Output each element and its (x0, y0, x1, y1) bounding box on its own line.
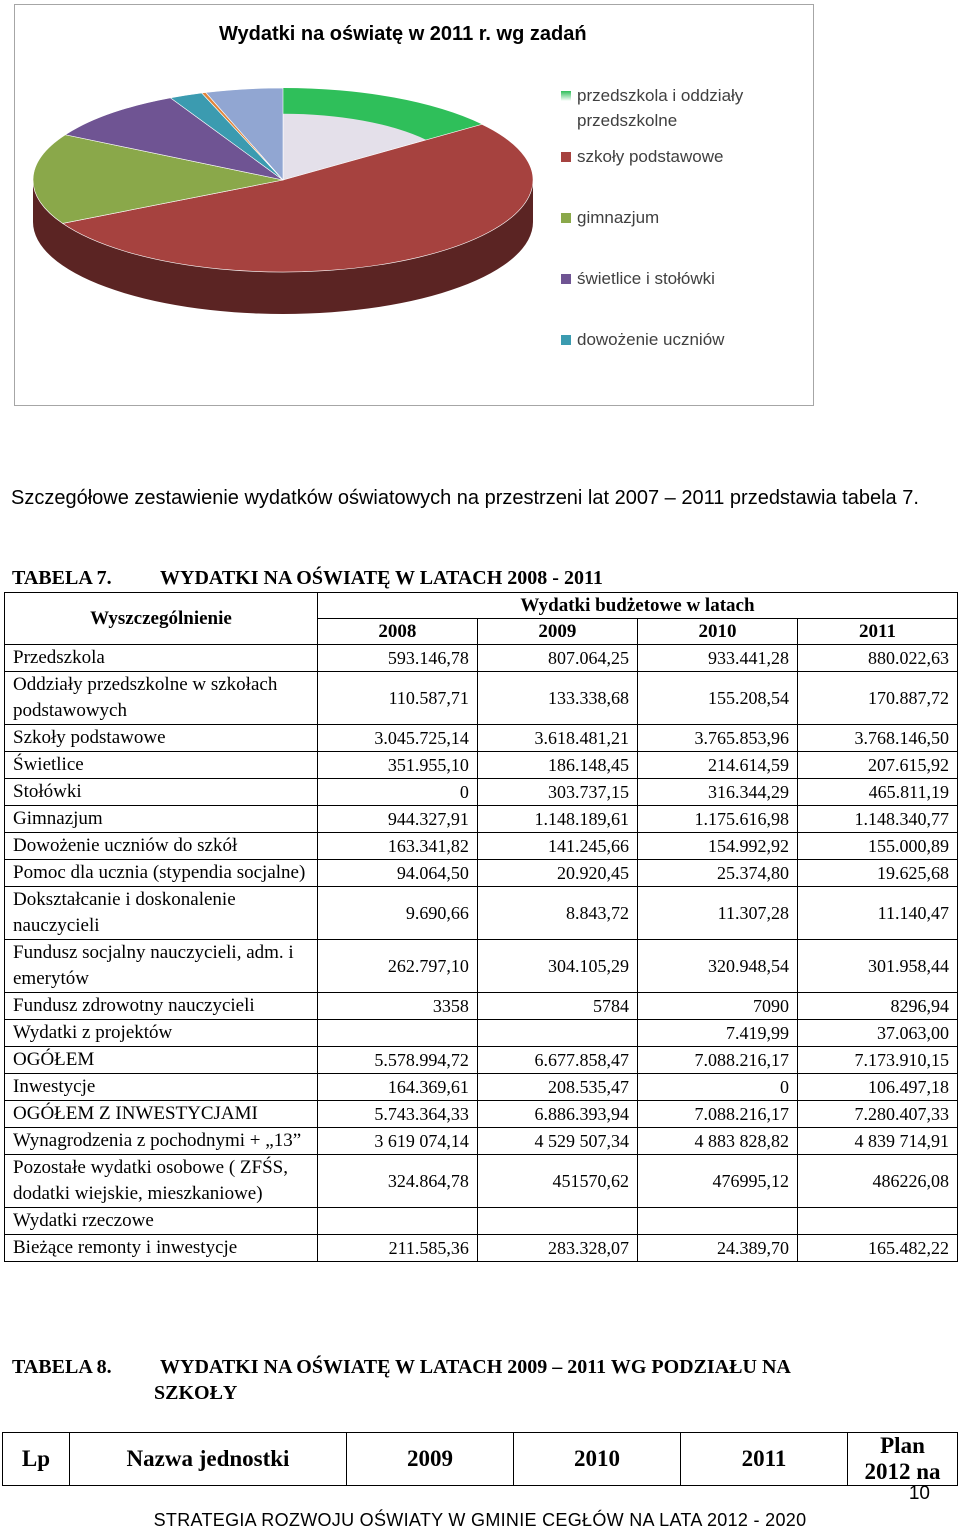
table-row (5, 833, 958, 860)
table-row (5, 1155, 958, 1208)
row-value: 164.369,61 (317, 1074, 477, 1101)
row-value (477, 1020, 637, 1047)
header-year: 2008 (317, 619, 477, 645)
row-value: 4 529 507,34 (477, 1128, 637, 1155)
row-value: 1.175.616,98 (637, 806, 797, 833)
row-value: 8.843,72 (477, 887, 637, 940)
table-header-row (5, 593, 958, 619)
row-value: 6.886.393,94 (477, 1101, 637, 1128)
row-value: 5.743.364,33 (317, 1101, 477, 1128)
row-label: Szkoły podstawowe (5, 725, 318, 752)
row-value: 211.585,36 (317, 1235, 477, 1262)
legend-label: przedszkola i oddziały przedszkolne (577, 86, 744, 130)
table8-caption-title-2: SZKOŁY (154, 1382, 238, 1404)
header-cell: 2009 (347, 1433, 514, 1486)
header-cell: Plan 2012 na (848, 1433, 958, 1486)
row-value: 1.148.340,77 (797, 806, 957, 833)
schools-table (2, 1432, 958, 1486)
header-year: 2009 (477, 619, 637, 645)
row-value: 94.064,50 (317, 860, 477, 887)
legend-swatch (561, 335, 571, 345)
row-value: 316.344,29 (637, 779, 797, 806)
row-label: Stołówki (5, 779, 318, 806)
row-value: 486226,08 (797, 1155, 957, 1208)
row-value: 3.765.853,96 (637, 725, 797, 752)
row-label: Wynagrodzenia z pochodnymi + „13” (5, 1128, 318, 1155)
table8-caption-label: TABELA 8. (12, 1356, 112, 1378)
row-value: 320.948,54 (637, 940, 797, 993)
row-value: 1.148.189,61 (477, 806, 637, 833)
row-label: Dowożenie uczniów do szkół (5, 833, 318, 860)
row-value: 476995,12 (637, 1155, 797, 1208)
header-cell: Lp (3, 1433, 70, 1486)
table-body (5, 645, 958, 1262)
row-label: OGÓŁEM Z INWESTYCJAMI (5, 1101, 318, 1128)
row-value: 3358 (317, 993, 477, 1020)
row-value: 11.307,28 (637, 887, 797, 940)
header-cell: 2010 (514, 1433, 681, 1486)
chart-title: Wydatki na oświatę w 2011 r. wg zadań (219, 23, 587, 45)
legend-item (561, 205, 801, 230)
row-label: OGÓŁEM (5, 1047, 318, 1074)
row-value: 7.419,99 (637, 1020, 797, 1047)
legend-swatch (561, 213, 571, 223)
header-year: 2010 (637, 619, 797, 645)
row-value: 3 619 074,14 (317, 1128, 477, 1155)
row-value: 20.920,45 (477, 860, 637, 887)
table8-caption-title: WYDATKI NA OŚWIATĘ W LATACH 2009 – 2011 WG PODZIAŁU NA (160, 1356, 791, 1378)
row-value (317, 1020, 477, 1047)
legend-item (561, 266, 801, 291)
row-value: 37.063,00 (797, 1020, 957, 1047)
row-value: 3.618.481,21 (477, 725, 637, 752)
row-value: 807.064,25 (477, 645, 637, 672)
row-value: 3.045.725,14 (317, 725, 477, 752)
table-row (5, 672, 958, 725)
legend-item (561, 83, 801, 133)
header-year: 2011 (797, 619, 957, 645)
row-label: Fundusz socjalny nauczycieli, adm. i emerytów (5, 940, 318, 993)
header-cell: Nazwa jednostki (70, 1433, 347, 1486)
row-value: 3.768.146,50 (797, 725, 957, 752)
row-value: 301.958,44 (797, 940, 957, 993)
legend-swatch (561, 91, 571, 101)
table-row (5, 1101, 958, 1128)
row-label: Wydatki z projektów (5, 1020, 318, 1047)
row-label: Wydatki rzeczowe (5, 1208, 318, 1235)
chart-legend (561, 83, 801, 352)
row-value: 141.245,66 (477, 833, 637, 860)
row-value: 944.327,91 (317, 806, 477, 833)
legend-swatch (561, 274, 571, 284)
legend-label: świetlice i stołówki (577, 269, 715, 288)
row-value: 9.690,66 (317, 887, 477, 940)
row-value (797, 1208, 957, 1235)
row-value: 465.811,19 (797, 779, 957, 806)
row-value: 593.146,78 (317, 645, 477, 672)
row-value: 304.105,29 (477, 940, 637, 993)
expenses-pie-chart (14, 4, 814, 406)
row-label: Oddziały przedszkolne w szkołach podstawowych (5, 672, 318, 725)
row-value: 303.737,15 (477, 779, 637, 806)
row-value: 262.797,10 (317, 940, 477, 993)
row-value: 0 (317, 779, 477, 806)
table-row (5, 1235, 958, 1262)
row-value: 7090 (637, 993, 797, 1020)
row-label: Pozostałe wydatki osobowe ( ZFŚS, dodatki wiejskie, mieszkaniowe) (5, 1155, 318, 1208)
row-value: 4 883 828,82 (637, 1128, 797, 1155)
row-value: 933.441,28 (637, 645, 797, 672)
row-value: 155.208,54 (637, 672, 797, 725)
table-row (5, 779, 958, 806)
table-row (5, 752, 958, 779)
table-row (5, 940, 958, 993)
table-row (5, 1020, 958, 1047)
intro-paragraph: Szczegółowe zestawienie wydatków oświatowych na przestrzeni lat 2007 – 2011 przedstawia tabela 7. (11, 487, 919, 509)
pie-top-layer (33, 88, 533, 272)
row-label: Bieżące remonty i inwestycje (5, 1235, 318, 1262)
row-value: 154.992,92 (637, 833, 797, 860)
table-row (5, 1074, 958, 1101)
row-value: 208.535,47 (477, 1074, 637, 1101)
row-label: Dokształcanie i doskonalenie nauczycieli (5, 887, 318, 940)
header-cell: 2011 (681, 1433, 848, 1486)
row-value: 324.864,78 (317, 1155, 477, 1208)
row-value: 24.389,70 (637, 1235, 797, 1262)
row-value (317, 1208, 477, 1235)
row-value: 25.374,80 (637, 860, 797, 887)
row-label: Przedszkola (5, 645, 318, 672)
row-value: 155.000,89 (797, 833, 957, 860)
table7-caption-label: TABELA 7. (12, 567, 112, 589)
row-value: 170.887,72 (797, 672, 957, 725)
row-value: 880.022,63 (797, 645, 957, 672)
table-row (5, 993, 958, 1020)
row-value: 6.677.858,47 (477, 1047, 637, 1074)
row-value: 19.625,68 (797, 860, 957, 887)
row-value: 283.328,07 (477, 1235, 637, 1262)
page-footer: STRATEGIA ROZWOJU OŚWIATY W GMINIE CEGŁÓW NA LATA 2012 - 2020 (153, 1510, 807, 1530)
row-value: 7.280.407,33 (797, 1101, 957, 1128)
legend-item (561, 144, 801, 169)
table-header-row (3, 1433, 958, 1486)
row-label: Pomoc dla ucznia (stypendia socjalne) (5, 860, 318, 887)
expenses-table (4, 592, 958, 1262)
row-value: 106.497,18 (797, 1074, 957, 1101)
row-value: 351.955,10 (317, 752, 477, 779)
row-value: 110.587,71 (317, 672, 477, 725)
row-value: 451570,62 (477, 1155, 637, 1208)
page-number: 10 (908, 1483, 930, 1504)
row-value: 7.088.216,17 (637, 1047, 797, 1074)
row-value: 7.173.910,15 (797, 1047, 957, 1074)
row-value: 5.578.994,72 (317, 1047, 477, 1074)
row-value: 186.148,45 (477, 752, 637, 779)
table-row (5, 1047, 958, 1074)
legend-item (561, 327, 801, 352)
row-label: Inwestycje (5, 1074, 318, 1101)
row-value: 207.615,92 (797, 752, 957, 779)
legend-label: szkoły podstawowe (577, 147, 724, 166)
table-row (5, 645, 958, 672)
header-group: Wydatki budżetowe w latach (317, 593, 957, 619)
row-label: Gimnazjum (5, 806, 318, 833)
row-value: 7.088.216,17 (637, 1101, 797, 1128)
legend-swatch (561, 152, 571, 162)
table-row (5, 806, 958, 833)
row-value: 0 (637, 1074, 797, 1101)
row-value: 5784 (477, 993, 637, 1020)
legend-label: dowożenie uczniów (577, 330, 725, 349)
row-value (477, 1208, 637, 1235)
row-value: 163.341,82 (317, 833, 477, 860)
row-value: 11.140,47 (797, 887, 957, 940)
row-value: 4 839 714,91 (797, 1128, 957, 1155)
legend-label: gimnazjum (577, 208, 660, 227)
row-value: 8296,94 (797, 993, 957, 1020)
row-label: Świetlice (5, 752, 318, 779)
table-row (5, 1208, 958, 1235)
table-row (5, 1128, 958, 1155)
row-value (637, 1208, 797, 1235)
header-item: Wyszczególnienie (5, 593, 318, 645)
row-value: 214.614,59 (637, 752, 797, 779)
table7-caption-title: WYDATKI NA OŚWIATĘ W LATACH 2008 - 2011 (160, 567, 603, 589)
table-row (5, 860, 958, 887)
row-value: 165.482,22 (797, 1235, 957, 1262)
table-row (5, 725, 958, 752)
row-label: Fundusz zdrowotny nauczycieli (5, 993, 318, 1020)
table-row (5, 887, 958, 940)
row-value: 133.338,68 (477, 672, 637, 725)
